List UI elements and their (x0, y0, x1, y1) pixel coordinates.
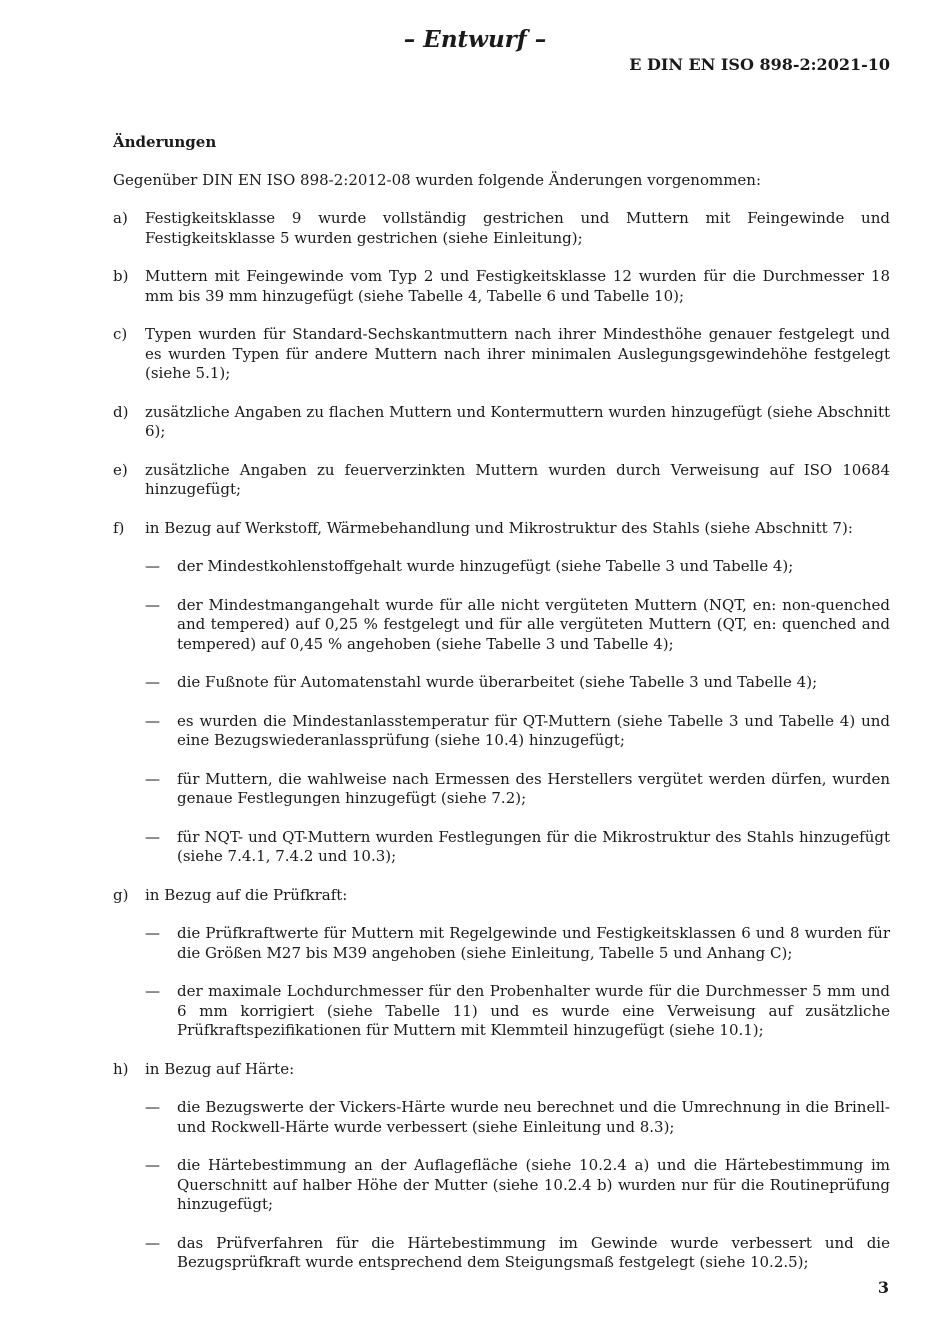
page-content (113, 133, 890, 1292)
sub-list-text: die Prüfkraftwerte für Muttern mit Regelgewinde und Festigkeitsklassen 6 und 8 wurden für die Größen M27 bis M39 angehoben (siehe Einleitung, Tabelle 5 und Anhang C); (177, 924, 890, 962)
sub-list-text: der Mindestkohlenstoffgehalt wurde hinzugefügt (siehe Tabelle 3 und Tabelle 4); (177, 557, 794, 575)
list-item-h (113, 1060, 890, 1080)
list-text: in Bezug auf Werkstoff, Wärmebehandlung und Mikrostruktur des Stahls (siehe Abschnitt 7): (145, 518, 853, 537)
page-number: 3 (877, 1278, 889, 1297)
sub-list-text: die Härtebestimmung an der Auflagefläche (siehe 10.2.4 a) und die Härtebestimmung im Querschnitt auf halber Höhe der Mutter (siehe 10.2.4 b) wurden nur für die Routineprüfung hinzugefügt; (177, 1156, 890, 1213)
list-marker: c) (113, 325, 128, 343)
list-marker: h) (113, 1059, 129, 1078)
dash-marker: — (145, 557, 160, 575)
sub-list-text: die Fußnote für Automatenstahl wurde überarbeitet (siehe Tabelle 3 und Tabelle 4); (177, 673, 818, 691)
list-item-a (113, 209, 890, 248)
sub-list-text: der maximale Lochdurchmesser für den Probenhalter wurde für die Durchmesser 5 mm und 6 mm korrigiert (siehe Tabelle 11) und es wurde eine Verweisung auf zusätzliche Prüfkraftspezifikationen für Muttern mit Klemmteil hinzugefügt (siehe 10.1); (177, 982, 890, 1039)
list-item-d (113, 403, 890, 442)
list-marker: f) (113, 518, 125, 537)
sub-list-item (145, 924, 890, 963)
list-text: Festigkeitsklasse 9 wurde vollständig gestrichen und Muttern mit Feingewinde und Festigkeitsklasse 5 wurden gestrichen (siehe Einleitung); (145, 209, 890, 247)
sub-list-item (145, 770, 890, 809)
list-text: in Bezug auf die Prüfkraft: (145, 885, 348, 904)
sub-list-item (145, 1156, 890, 1215)
list-item-f (113, 519, 890, 539)
list-item-g (113, 886, 890, 906)
list-item-c (113, 325, 890, 384)
dash-marker: — (145, 827, 160, 846)
list-text: Typen wurden für Standard-Sechskantmuttern nach ihrer Mindesthöhe genauer festgelegt und es wurden Typen für andere Muttern nach ihrer minimalen Auslegungsgewindehöhe festgelegt (siehe 5.1); (145, 325, 890, 382)
dash-marker: — (145, 595, 160, 614)
list-item-b (113, 267, 890, 306)
section-heading: Änderungen (113, 133, 217, 151)
draft-label: – Entwurf – (403, 26, 547, 53)
list-item-e (113, 461, 890, 500)
dash-marker: — (145, 769, 160, 788)
dash-marker: — (145, 673, 160, 691)
sub-list-item (145, 1234, 890, 1273)
sub-list-item (145, 712, 890, 751)
sub-list-text: für NQT- und QT-Muttern wurden Festlegungen für die Mikrostruktur des Stahls hinzugefügt (siehe 7.4.1, 7.4.2 und 10.3); (177, 827, 890, 865)
list-text: Muttern mit Feingewinde vom Typ 2 und Festigkeitsklasse 12 wurden für die Durchmesser 18 mm bis 39 mm hinzugefügt (siehe Tabelle 4, Tabelle 6 und Tabelle 10); (145, 267, 890, 305)
list-marker: a) (113, 209, 128, 227)
sub-list-text: für Muttern, die wahlweise nach Ermessen des Herstellers vergütet werden dürfen, wurden genaue Festlegungen hinzugefügt (siehe 7.2); (177, 769, 890, 807)
list-marker: g) (113, 885, 129, 904)
list-marker: e) (113, 460, 128, 479)
dash-marker: — (145, 924, 160, 942)
sub-list-item (145, 982, 890, 1041)
dash-marker: — (145, 1233, 160, 1252)
section-intro: Gegenüber DIN EN ISO 898-2:2012-08 wurden folgende Änderungen vorgenommen: (113, 170, 762, 189)
sub-list-item (145, 557, 890, 577)
list-marker: b) (113, 267, 129, 285)
dash-marker: — (145, 711, 160, 730)
dash-marker: — (145, 982, 160, 1000)
sub-list-text: das Prüfverfahren für die Härtebestimmung im Gewinde wurde verbessert und die Bezugsprüfkraft wurde entsprechend dem Steigungsmaß festgelegt (siehe 10.2.5); (177, 1233, 890, 1271)
dash-marker: — (145, 1156, 160, 1174)
sub-list-item (145, 596, 890, 655)
sub-list-item (145, 673, 890, 693)
sub-list-text: die Bezugswerte der Vickers-Härte wurde neu berechnet und die Umrechnung in die Brinell- und Rockwell-Härte wurde verbessert (siehe Einleitung und 8.3); (177, 1098, 890, 1136)
document-id: E DIN EN ISO 898-2:2021-10 (629, 55, 890, 74)
list-marker: d) (113, 402, 129, 421)
list-text: zusätzliche Angaben zu flachen Muttern und Kontermuttern wurden hinzugefügt (siehe Abschnitt 6); (145, 402, 890, 440)
sub-list-text: der Mindestmangangehalt wurde für alle nicht vergüteten Muttern (NQT, en: non-quenched and tempered) auf 0,25 % festgelegt und für alle vergüteten Muttern (QT, en: quenched and tempered) auf 0,45 % angehoben (siehe Tabelle 3 und Tabelle 4); (177, 595, 890, 653)
list-text: zusätzliche Angaben zu feuerverzinkten Muttern wurden durch Verweisung auf ISO 10684 hinzugefügt; (145, 460, 890, 498)
list-text: in Bezug auf Härte: (145, 1059, 295, 1078)
dash-marker: — (145, 1098, 160, 1116)
sub-list-item (145, 828, 890, 867)
sub-list-text: es wurden die Mindestanlasstemperatur für QT-Muttern (siehe Tabelle 3 und Tabelle 4) und eine Bezugswiederanlassprüfung (siehe 10.4) hinzugefügt; (177, 711, 890, 749)
sub-list-item (145, 1098, 890, 1137)
